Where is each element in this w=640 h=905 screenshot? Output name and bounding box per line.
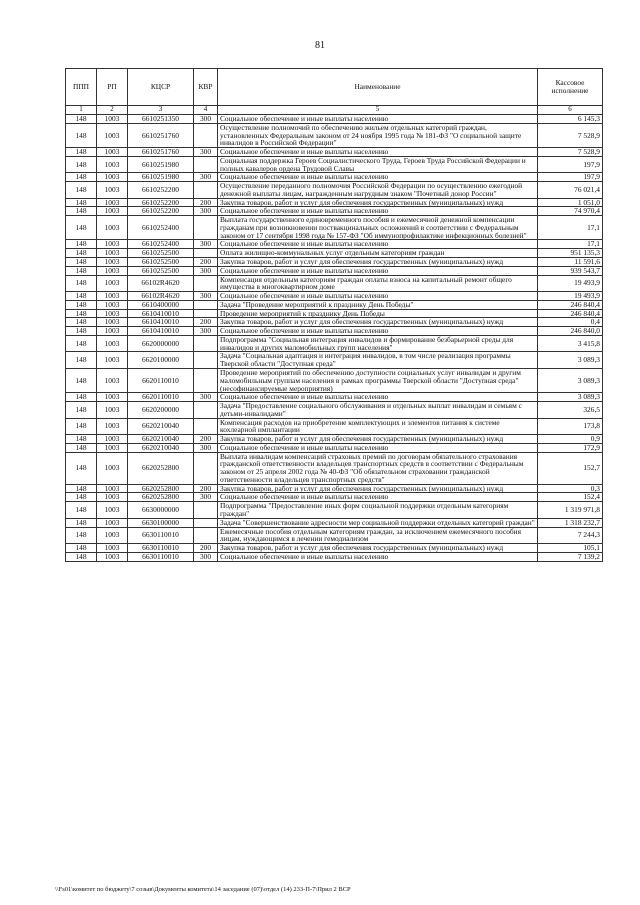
cell-kvr — [194, 335, 218, 352]
cell-kvr: 300 — [194, 148, 218, 157]
table-row — [66, 148, 603, 157]
cell-kcsr: 6620210040 — [128, 443, 194, 452]
cell-kcsr: 6630000000 — [128, 502, 194, 519]
table-row — [66, 266, 603, 275]
cell-rp: 1003 — [97, 327, 128, 336]
table-row — [66, 249, 603, 258]
cell-ppp: 148 — [66, 292, 97, 301]
cell-amount: 7 528,9 — [538, 148, 603, 157]
cell-amount: 3 089,3 — [538, 368, 603, 392]
table-row — [66, 275, 603, 292]
cell-rp: 1003 — [97, 123, 128, 147]
cell-rp: 1003 — [97, 207, 128, 216]
cell-ppp: 148 — [66, 552, 97, 561]
budget-table — [65, 68, 603, 562]
cell-ppp: 148 — [66, 452, 97, 484]
column-number-row — [66, 106, 603, 115]
table-row — [66, 402, 603, 419]
cell-amount: 0,4 — [538, 318, 603, 327]
cell-amount: 246 840,0 — [538, 327, 603, 336]
cell-amount: 3 089,3 — [538, 352, 603, 369]
cell-kvr — [194, 300, 218, 309]
cell-name: Проведение мероприятий по обеспечению доступности социальных услуг инвалидам и другим маломобильным группам населения в рамках программы Тверской области "Доступная среда" (несофинансируемые мероприятия) — [218, 368, 538, 392]
cell-rp: 1003 — [97, 544, 128, 553]
cell-kcsr: 6610251980 — [128, 173, 194, 182]
cell-amount: 105,1 — [538, 544, 603, 553]
column-number: 6 — [538, 106, 603, 115]
table-row — [66, 258, 603, 267]
cell-kvr — [194, 123, 218, 147]
cell-name: Социальное обеспечение и иные выплаты населению — [218, 266, 538, 275]
cell-name: Социальное обеспечение и иные выплаты населению — [218, 207, 538, 216]
column-number: 5 — [218, 106, 538, 115]
cell-rp: 1003 — [97, 115, 128, 124]
cell-kvr: 300 — [194, 266, 218, 275]
cell-name: Социальное обеспечение и иные выплаты населению — [218, 327, 538, 336]
cell-kcsr: 6610252500 — [128, 249, 194, 258]
cell-kcsr: 6610252200 — [128, 207, 194, 216]
cell-rp: 1003 — [97, 393, 128, 402]
cell-kcsr: 6610252500 — [128, 258, 194, 267]
cell-amount: 74 970,4 — [538, 207, 603, 216]
cell-name: Социальное обеспечение и иные выплаты населению — [218, 173, 538, 182]
table-body — [66, 115, 603, 562]
cell-rp: 1003 — [97, 502, 128, 519]
cell-amount: 76 021,4 — [538, 182, 603, 199]
cell-kvr — [194, 352, 218, 369]
cell-rp: 1003 — [97, 173, 128, 182]
cell-kvr — [194, 368, 218, 392]
cell-kvr — [194, 452, 218, 484]
cell-name: Задача "Предоставление социального обслуживания и отдельных выплат инвалидам и семьям с детьми-инвалидами" — [218, 402, 538, 419]
cell-name: Социальное обеспечение и иные выплаты населению — [218, 115, 538, 124]
column-number: 2 — [97, 106, 128, 115]
cell-rp: 1003 — [97, 518, 128, 527]
cell-name: Осуществление полномочий по обеспечению жильем отдельных категорий граждан, установленных Федеральным законом от 24 ноября 1995 года № 181-ФЗ "О социальной защите инвалидов в Российской Федерации" — [218, 123, 538, 147]
cell-ppp: 148 — [66, 318, 97, 327]
table-row — [66, 518, 603, 527]
cell-amount: 951 135,3 — [538, 249, 603, 258]
cell-name: Социальное обеспечение и иные выплаты населению — [218, 552, 538, 561]
cell-ppp: 148 — [66, 240, 97, 249]
cell-name: Осуществление переданного полномочия Российской Федерации по осуществлению ежегодной денежной выплаты лицам, награжденным нагрудным знаком "Почетный донор России" — [218, 182, 538, 199]
table-row — [66, 368, 603, 392]
cell-rp: 1003 — [97, 292, 128, 301]
column-number: 4 — [194, 106, 218, 115]
cell-ppp: 148 — [66, 368, 97, 392]
cell-kcsr: 6620252800 — [128, 452, 194, 484]
cell-ppp: 148 — [66, 502, 97, 519]
cell-ppp: 148 — [66, 258, 97, 267]
cell-rp: 1003 — [97, 484, 128, 493]
table-row — [66, 552, 603, 561]
cell-rp: 1003 — [97, 352, 128, 369]
cell-name: Закупка товаров, работ и услуг для обеспечения государственных (муниципальных) нужд — [218, 435, 538, 444]
cell-ppp: 148 — [66, 484, 97, 493]
cell-kvr — [194, 249, 218, 258]
table-row — [66, 544, 603, 553]
cell-rp: 1003 — [97, 258, 128, 267]
cell-name: Закупка товаров, работ и услуг для обеспечения государственных (муниципальных) нужд — [218, 258, 538, 267]
cell-amount: 7 244,3 — [538, 527, 603, 544]
cell-name: Подпрограмма "Социальная интеграция инвалидов и формирование безбарьерной среды для инвалидов и других маломобильных групп населения" — [218, 335, 538, 352]
cell-kcsr: 6620252800 — [128, 484, 194, 493]
cell-rp: 1003 — [97, 275, 128, 292]
header-name: Наименование — [218, 69, 538, 106]
cell-name: Социальное обеспечение и иные выплаты населению — [218, 443, 538, 452]
cell-name: Компенсация отдельным категориям граждан оплаты взноса на капитальный ремонт общего имущества в многоквартирном доме — [218, 275, 538, 292]
cell-kcsr: 6610410010 — [128, 318, 194, 327]
cell-amount: 3 089,3 — [538, 393, 603, 402]
cell-kvr — [194, 518, 218, 527]
cell-kvr: 200 — [194, 318, 218, 327]
cell-ppp: 148 — [66, 182, 97, 199]
cell-kcsr: 6620100000 — [128, 352, 194, 369]
cell-kvr: 300 — [194, 552, 218, 561]
cell-kcsr: 6630110010 — [128, 544, 194, 553]
cell-ppp: 148 — [66, 518, 97, 527]
table-row — [66, 527, 603, 544]
cell-kcsr: 6610251760 — [128, 123, 194, 147]
page-number: 81 — [315, 40, 325, 51]
cell-kcsr: 6620210040 — [128, 435, 194, 444]
cell-kvr — [194, 527, 218, 544]
cell-kcsr: 66102R4620 — [128, 275, 194, 292]
cell-amount: 1 318 232,7 — [538, 518, 603, 527]
cell-ppp: 148 — [66, 418, 97, 435]
cell-rp: 1003 — [97, 309, 128, 318]
cell-amount: 326,5 — [538, 402, 603, 419]
cell-kcsr: 6610252200 — [128, 182, 194, 199]
table-row — [66, 484, 603, 493]
cell-ppp: 148 — [66, 216, 97, 240]
cell-amount: 0,3 — [538, 484, 603, 493]
cell-name: Закупка товаров, работ и услуг для обеспечения государственных (муниципальных) нужд — [218, 198, 538, 207]
cell-kcsr: 6620252800 — [128, 493, 194, 502]
cell-name: Закупка товаров, работ и услуг для обеспечения государственных (муниципальных) нужд — [218, 484, 538, 493]
cell-name: Задача "Проведение мероприятий к празднику День Победы" — [218, 300, 538, 309]
table-row — [66, 300, 603, 309]
table-row — [66, 309, 603, 318]
cell-ppp: 148 — [66, 123, 97, 147]
cell-name: Оплата жилищно-коммунальных услуг отдельным категориям граждан — [218, 249, 538, 258]
cell-name: Ежемесячные пособия отдельным категориям граждан, за исключением ежемесячного пособия лицам, нуждающимся в лечении гемодиализом — [218, 527, 538, 544]
cell-rp: 1003 — [97, 443, 128, 452]
table-row — [66, 393, 603, 402]
cell-rp: 1003 — [97, 148, 128, 157]
cell-ppp: 148 — [66, 198, 97, 207]
table-row — [66, 452, 603, 484]
table-row — [66, 327, 603, 336]
table-row — [66, 115, 603, 124]
cell-rp: 1003 — [97, 552, 128, 561]
cell-amount: 0,9 — [538, 435, 603, 444]
cell-amount: 6 145,3 — [538, 115, 603, 124]
cell-ppp: 148 — [66, 148, 97, 157]
cell-kvr: 300 — [194, 493, 218, 502]
header-ppp: ППП — [66, 69, 97, 106]
table-row — [66, 207, 603, 216]
cell-kvr: 200 — [194, 435, 218, 444]
cell-kvr: 300 — [194, 115, 218, 124]
cell-rp: 1003 — [97, 335, 128, 352]
cell-name: Социальное обеспечение и иные выплаты населению — [218, 240, 538, 249]
cell-kcsr: 6620210040 — [128, 418, 194, 435]
table-row — [66, 292, 603, 301]
cell-rp: 1003 — [97, 452, 128, 484]
cell-rp: 1003 — [97, 402, 128, 419]
cell-rp: 1003 — [97, 368, 128, 392]
cell-ppp: 148 — [66, 300, 97, 309]
table-row — [66, 493, 603, 502]
cell-ppp: 148 — [66, 493, 97, 502]
cell-rp: 1003 — [97, 156, 128, 173]
cell-name: Социальная поддержка Героев Социалистического Труда, Героев Труда Российской Федерации и полных кавалеров ордена Трудовой Славы — [218, 156, 538, 173]
cell-kvr: 300 — [194, 240, 218, 249]
cell-amount: 1 319 971,8 — [538, 502, 603, 519]
footer-file-path: \\Fs01\комитет по бюджету\7 созыв\Документы комитета\14 заседание (07)\отдел (14) 233-П-7\Прил 2 ВСР — [55, 886, 351, 893]
cell-name: Социальное обеспечение и иные выплаты населению — [218, 148, 538, 157]
cell-kvr — [194, 275, 218, 292]
header-kvr: КВР — [194, 69, 218, 106]
cell-amount: 173,8 — [538, 418, 603, 435]
cell-kvr — [194, 402, 218, 419]
table-row — [66, 443, 603, 452]
cell-name: Социальное обеспечение и иные выплаты населению — [218, 292, 538, 301]
cell-rp: 1003 — [97, 493, 128, 502]
cell-amount: 172,9 — [538, 443, 603, 452]
cell-amount: 246 840,4 — [538, 309, 603, 318]
cell-kcsr: 6610410010 — [128, 327, 194, 336]
cell-amount: 152,7 — [538, 452, 603, 484]
cell-name: Проведение мероприятий к празднику День Победы — [218, 309, 538, 318]
cell-kcsr: 6610400000 — [128, 300, 194, 309]
table-row — [66, 123, 603, 147]
cell-ppp: 148 — [66, 443, 97, 452]
cell-name: Подпрограмма "Предоставление иных форм социальной поддержки отдельным категориям граждан" — [218, 502, 538, 519]
cell-kcsr: 66102R4620 — [128, 292, 194, 301]
cell-kcsr: 6610251980 — [128, 156, 194, 173]
cell-ppp: 148 — [66, 115, 97, 124]
cell-amount: 152,4 — [538, 493, 603, 502]
cell-kvr — [194, 502, 218, 519]
table-row — [66, 216, 603, 240]
table-row — [66, 156, 603, 173]
cell-ppp: 148 — [66, 544, 97, 553]
cell-rp: 1003 — [97, 240, 128, 249]
cell-kvr: 300 — [194, 173, 218, 182]
cell-kcsr: 6620200000 — [128, 402, 194, 419]
cell-rp: 1003 — [97, 435, 128, 444]
cell-ppp: 148 — [66, 327, 97, 336]
table-row — [66, 318, 603, 327]
cell-amount: 17,1 — [538, 216, 603, 240]
cell-ppp: 148 — [66, 393, 97, 402]
cell-amount: 1 051,0 — [538, 198, 603, 207]
header-rp: РП — [97, 69, 128, 106]
cell-amount: 11 591,6 — [538, 258, 603, 267]
cell-kvr: 300 — [194, 292, 218, 301]
cell-rp: 1003 — [97, 249, 128, 258]
cell-kvr — [194, 216, 218, 240]
cell-rp: 1003 — [97, 198, 128, 207]
cell-kcsr: 6610252200 — [128, 198, 194, 207]
cell-kcsr: 6620110010 — [128, 393, 194, 402]
table-row — [66, 435, 603, 444]
cell-amount: 197,9 — [538, 173, 603, 182]
cell-name: Задача "Социальная адаптация и интеграция инвалидов, в том числе реализация программы Тверской области "Доступная среда" — [218, 352, 538, 369]
cell-kvr: 300 — [194, 393, 218, 402]
cell-kvr: 200 — [194, 198, 218, 207]
cell-kcsr: 6610410010 — [128, 309, 194, 318]
cell-ppp: 148 — [66, 335, 97, 352]
table-row — [66, 240, 603, 249]
cell-ppp: 148 — [66, 249, 97, 258]
cell-rp: 1003 — [97, 418, 128, 435]
cell-amount: 19 493,9 — [538, 275, 603, 292]
cell-ppp: 148 — [66, 402, 97, 419]
cell-name: Выплата инвалидам компенсаций страховых премий по договорам обязательного страхования гражданской ответственности владельцев транспортных средств в соответствии с Федеральным законом от 25 апреля 2002 года № 40-ФЗ "Об обязательном страховании гражданской ответственности владельцев транспортных средств" — [218, 452, 538, 484]
cell-ppp: 148 — [66, 527, 97, 544]
cell-kvr — [194, 309, 218, 318]
cell-name: Закупка товаров, работ и услуг для обеспечения государственных (муниципальных) нужд — [218, 544, 538, 553]
table-row — [66, 182, 603, 199]
column-number: 3 — [128, 106, 194, 115]
cell-kvr: 300 — [194, 327, 218, 336]
cell-rp: 1003 — [97, 318, 128, 327]
cell-ppp: 148 — [66, 275, 97, 292]
cell-rp: 1003 — [97, 266, 128, 275]
cell-kcsr: 6610251350 — [128, 115, 194, 124]
cell-ppp: 148 — [66, 207, 97, 216]
cell-ppp: 148 — [66, 309, 97, 318]
cell-rp: 1003 — [97, 216, 128, 240]
cell-amount: 246 840,4 — [538, 300, 603, 309]
cell-ppp: 148 — [66, 266, 97, 275]
table-row — [66, 335, 603, 352]
header-kcsr: КЦСР — [128, 69, 194, 106]
table-row — [66, 198, 603, 207]
cell-name: Социальное обеспечение и иные выплаты населению — [218, 393, 538, 402]
cell-amount: 7 528,9 — [538, 123, 603, 147]
cell-kvr — [194, 156, 218, 173]
table-row — [66, 352, 603, 369]
table-row — [66, 173, 603, 182]
cell-kvr: 200 — [194, 544, 218, 553]
cell-kcsr: 6610252500 — [128, 266, 194, 275]
cell-kvr: 300 — [194, 443, 218, 452]
cell-kvr: 200 — [194, 258, 218, 267]
header-row — [66, 69, 603, 106]
cell-amount: 19 493,9 — [538, 292, 603, 301]
cell-kcsr: 6630110010 — [128, 552, 194, 561]
cell-ppp: 148 — [66, 156, 97, 173]
cell-kcsr: 6610252400 — [128, 240, 194, 249]
cell-kcsr: 6620000000 — [128, 335, 194, 352]
cell-name: Социальное обеспечение и иные выплаты населению — [218, 493, 538, 502]
cell-kvr: 300 — [194, 207, 218, 216]
cell-name: Закупка товаров, работ и услуг для обеспечения государственных (муниципальных) нужд — [218, 318, 538, 327]
cell-kcsr: 6630110010 — [128, 527, 194, 544]
table-row — [66, 502, 603, 519]
cell-amount: 939 543,7 — [538, 266, 603, 275]
cell-kvr — [194, 418, 218, 435]
cell-kcsr: 6610252400 — [128, 216, 194, 240]
cell-amount: 3 415,8 — [538, 335, 603, 352]
cell-kcsr: 6610251760 — [128, 148, 194, 157]
cell-rp: 1003 — [97, 527, 128, 544]
column-number: 1 — [66, 106, 97, 115]
cell-amount: 17,1 — [538, 240, 603, 249]
cell-kvr: 200 — [194, 484, 218, 493]
cell-ppp: 148 — [66, 173, 97, 182]
cell-name: Компенсация расходов на приобретение комплектующих и элементов питания к системе кохлеарной имплантации — [218, 418, 538, 435]
cell-rp: 1003 — [97, 300, 128, 309]
header-amount: Кассовое исполнение — [538, 69, 603, 106]
cell-rp: 1003 — [97, 182, 128, 199]
cell-amount: 7 139,2 — [538, 552, 603, 561]
cell-ppp: 148 — [66, 435, 97, 444]
cell-name: Выплата государственного единовременного пособия и ежемесячной денежной компенсации гражданам при возникновении поствакцинальных осложнений в соответствии с Федеральным законом от 17 сентября 1998 года № 157-ФЗ "Об иммунопрофилактике инфекционных болезней" — [218, 216, 538, 240]
table-row — [66, 418, 603, 435]
cell-amount: 197,9 — [538, 156, 603, 173]
cell-kcsr: 6620110010 — [128, 368, 194, 392]
cell-kcsr: 6630100000 — [128, 518, 194, 527]
cell-ppp: 148 — [66, 352, 97, 369]
cell-kvr — [194, 182, 218, 199]
cell-name: Задача "Совершенствование адресности мер социальной поддержки отдельных категорий граждан" — [218, 518, 538, 527]
